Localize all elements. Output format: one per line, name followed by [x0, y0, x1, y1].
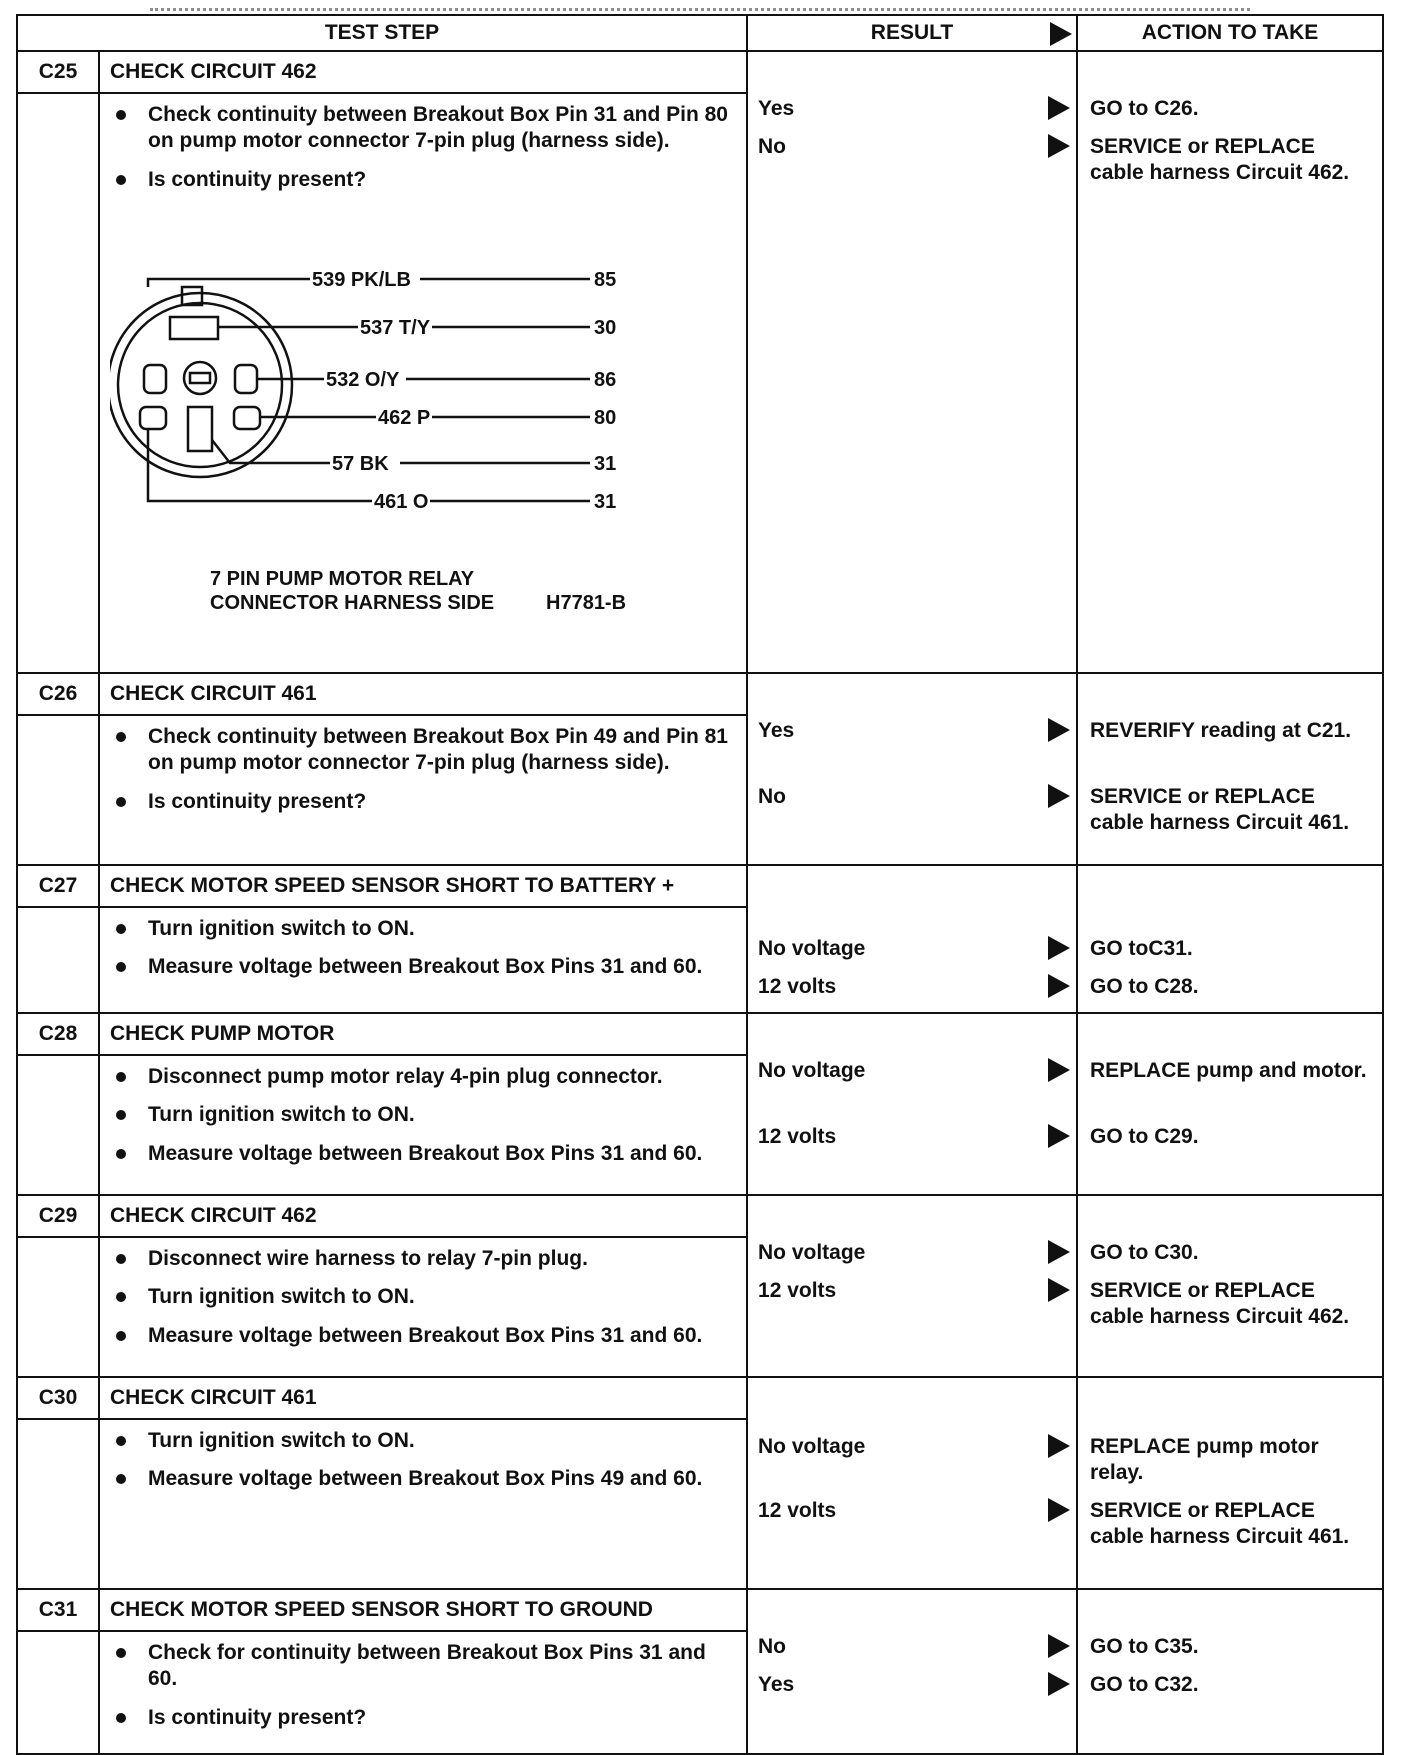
result-item	[758, 1634, 1070, 1660]
bullet-item: Is continuity present?	[148, 1705, 736, 1731]
wire-label: 461 O	[374, 490, 429, 513]
result-label: Yes	[758, 97, 795, 120]
step-code: C25	[17, 51, 99, 93]
arrow-right-icon	[1048, 974, 1070, 998]
action-text: GO to	[1090, 975, 1155, 998]
step-title: CHECK MOTOR SPEED SENSOR SHORT TO BATTERY +	[99, 865, 747, 907]
step-body	[99, 1419, 747, 1589]
action-cell	[1077, 1195, 1383, 1377]
action-text: SERVICE or REPLACE cable harness Circuit 462.	[1090, 1279, 1350, 1329]
action-text: GO to	[1090, 97, 1155, 120]
result-label: No	[758, 1635, 787, 1658]
step-bullets	[110, 1064, 736, 1167]
step-bullets	[110, 1428, 736, 1493]
step-title-row	[17, 673, 1383, 715]
action-goto-code: C30.	[1154, 1241, 1199, 1264]
result-cell	[747, 1377, 1077, 1589]
action-cell	[1077, 1013, 1383, 1195]
step-title-row	[17, 1013, 1383, 1055]
cropped-header-strip	[150, 0, 1250, 11]
bullet-item: Check continuity between Breakout Box Pin 49 and Pin 81 on pump motor connector 7-pin plug (harness side).	[148, 724, 736, 777]
result-item	[758, 718, 1070, 744]
pin-number: 31	[594, 490, 617, 513]
action-item	[1090, 936, 1374, 962]
action-text: GO to	[1090, 1241, 1155, 1264]
arrow-right-icon	[1048, 718, 1070, 742]
connector-outline	[110, 287, 292, 477]
step-title: CHECK MOTOR SPEED SENSOR SHORT TO GROUND	[99, 1589, 747, 1631]
arrow-right-icon	[1048, 936, 1070, 960]
result-label: Yes	[758, 1673, 795, 1696]
bullet-item: Is continuity present?	[148, 167, 736, 193]
action-text: GO to	[1090, 937, 1149, 960]
action-text: REPLACE pump motor relay.	[1090, 1435, 1319, 1485]
arrow-right-icon	[1048, 784, 1070, 808]
result-item	[758, 974, 1070, 1000]
result-item	[758, 1058, 1070, 1084]
pin-number: 85	[594, 268, 617, 291]
bullet-item: Disconnect pump motor relay 4-pin plug connector.	[148, 1064, 736, 1090]
arrow-right-icon	[1048, 96, 1070, 120]
result-item	[758, 1434, 1070, 1460]
step-body	[99, 1237, 747, 1377]
result-cell	[747, 865, 1077, 1013]
action-goto-code: C31.	[1148, 937, 1193, 960]
step-body	[99, 1055, 747, 1195]
pin-number: 86	[594, 368, 617, 391]
bullet-item: Measure voltage between Breakout Box Pins 49 and 60.	[148, 1466, 736, 1492]
action-item	[1090, 134, 1374, 187]
action-cell	[1077, 51, 1383, 673]
bullet-item: Check continuity between Breakout Box Pin 31 and Pin 80 on pump motor connector 7-pin plug (harness side).	[148, 102, 736, 155]
action-text: REVERIFY reading at	[1090, 719, 1307, 742]
step-title: CHECK PUMP MOTOR	[99, 1013, 747, 1055]
result-item	[758, 96, 1070, 122]
action-item	[1090, 784, 1374, 837]
action-text: GO to	[1090, 1125, 1155, 1148]
code-spacer	[17, 1055, 99, 1195]
arrow-right-icon	[1048, 134, 1070, 158]
action-cell	[1077, 673, 1383, 865]
result-label: Yes	[758, 719, 795, 742]
figure-code: H7781-B	[546, 591, 627, 614]
table-header-row	[17, 15, 1383, 51]
bullet-item: Turn ignition switch to ON.	[148, 1102, 736, 1128]
action-item	[1090, 1434, 1374, 1487]
step-title: CHECK CIRCUIT 461	[99, 673, 747, 715]
step-title-row	[17, 1377, 1383, 1419]
step-bullets	[110, 102, 736, 193]
step-code: C30	[17, 1377, 99, 1419]
step-body	[99, 93, 747, 673]
action-item	[1090, 1634, 1374, 1660]
result-label: No voltage	[758, 1435, 866, 1458]
result-item	[758, 1672, 1070, 1698]
action-item	[1090, 1058, 1374, 1084]
bullet-item: Is continuity present?	[148, 789, 736, 815]
result-cell	[747, 51, 1077, 673]
arrow-right-icon	[1050, 22, 1072, 46]
step-body	[99, 907, 747, 1013]
code-spacer	[17, 1419, 99, 1589]
result-label: No voltage	[758, 1241, 866, 1264]
action-goto-code: C21.	[1306, 719, 1352, 742]
code-spacer	[17, 1237, 99, 1377]
result-label: 12 volts	[758, 975, 837, 998]
bullet-item: Turn ignition switch to ON.	[148, 916, 736, 942]
result-item	[758, 1124, 1070, 1150]
bullet-item: Check for continuity between Breakout Box Pins 31 and 60.	[148, 1640, 736, 1693]
pin-number: 30	[594, 316, 617, 339]
bullet-item: Measure voltage between Breakout Box Pins 31 and 60.	[148, 1141, 736, 1167]
action-header: ACTION TO TAKE	[1077, 15, 1383, 51]
step-title-row	[17, 51, 1383, 93]
result-item	[758, 1240, 1070, 1266]
step-body	[99, 715, 747, 865]
step-bullets	[110, 916, 736, 981]
caption-line: CONNECTOR HARNESS SIDE	[210, 591, 495, 614]
action-item	[1090, 1124, 1374, 1150]
caption-line: 7 PIN PUMP MOTOR RELAY	[210, 567, 475, 590]
action-item	[1090, 1278, 1374, 1331]
action-goto-code: C32.	[1154, 1673, 1199, 1696]
step-title: CHECK CIRCUIT 461	[99, 1377, 747, 1419]
step-code: C29	[17, 1195, 99, 1237]
action-text: REPLACE pump and motor.	[1090, 1059, 1367, 1082]
wire-label: 532 O/Y	[326, 368, 400, 391]
action-text: SERVICE or REPLACE cable harness Circuit 461.	[1090, 785, 1350, 835]
connector-diagram	[110, 245, 710, 625]
wire-label: 57 BK	[332, 452, 389, 475]
action-item	[1090, 718, 1374, 744]
action-item	[1090, 1498, 1374, 1551]
arrow-right-icon	[1048, 1498, 1070, 1522]
step-title: CHECK CIRCUIT 462	[99, 1195, 747, 1237]
action-goto-code: C35.	[1154, 1635, 1199, 1658]
arrow-right-icon	[1048, 1124, 1070, 1148]
action-item	[1090, 1240, 1374, 1266]
action-goto-code: C28.	[1154, 975, 1199, 998]
result-item	[758, 784, 1070, 810]
step-bullets	[110, 1246, 736, 1349]
step-title-row	[17, 1589, 1383, 1631]
test-step-header: TEST STEP	[17, 15, 747, 51]
test-step-table	[16, 14, 1384, 1755]
step-bullets	[110, 724, 736, 815]
result-label: 12 volts	[758, 1125, 837, 1148]
action-text: SERVICE or REPLACE cable harness Circuit 461.	[1090, 1499, 1350, 1549]
step-code: C31	[17, 1589, 99, 1631]
step-title-row	[17, 865, 1383, 907]
arrow-right-icon	[1048, 1058, 1070, 1082]
action-item	[1090, 1672, 1374, 1698]
arrow-right-icon	[1048, 1434, 1070, 1458]
result-cell	[747, 1589, 1077, 1754]
result-label: No voltage	[758, 1059, 866, 1082]
result-cell	[747, 1195, 1077, 1377]
result-header-label: RESULT	[870, 20, 954, 44]
diagram-caption	[210, 568, 626, 614]
arrow-right-icon	[1048, 1634, 1070, 1658]
bullet-item: Measure voltage between Breakout Box Pins 31 and 60.	[148, 1323, 736, 1349]
step-body	[99, 1631, 747, 1754]
code-spacer	[17, 715, 99, 865]
action-cell	[1077, 1377, 1383, 1589]
arrow-right-icon	[1048, 1672, 1070, 1696]
action-goto-code: C29.	[1154, 1125, 1199, 1148]
action-cell	[1077, 865, 1383, 1013]
pin-number: 31	[594, 452, 617, 475]
action-text: GO to	[1090, 1635, 1155, 1658]
result-item	[758, 936, 1070, 962]
action-item	[1090, 96, 1374, 122]
step-title: CHECK CIRCUIT 462	[99, 51, 747, 93]
result-label: No	[758, 785, 787, 808]
arrow-right-icon	[1048, 1278, 1070, 1302]
action-goto-code: C26.	[1154, 97, 1199, 120]
action-cell	[1077, 1589, 1383, 1754]
result-cell	[747, 1013, 1077, 1195]
result-cell	[747, 673, 1077, 865]
bullet-item: Measure voltage between Breakout Box Pins 31 and 60.	[148, 954, 736, 980]
action-text: SERVICE or REPLACE cable harness Circuit 462.	[1090, 135, 1350, 185]
bullet-item: Turn ignition switch to ON.	[148, 1284, 736, 1310]
step-code: C26	[17, 673, 99, 715]
step-title-row	[17, 1195, 1383, 1237]
bullet-item: Disconnect wire harness to relay 7-pin plug.	[148, 1246, 736, 1272]
action-item	[1090, 974, 1374, 1000]
step-code: C27	[17, 865, 99, 907]
code-spacer	[17, 1631, 99, 1754]
wire-label: 462 P	[378, 406, 431, 429]
pin-number: 80	[594, 406, 617, 429]
result-item	[758, 1498, 1070, 1524]
wire-label: 537 T/Y	[360, 316, 431, 339]
result-label: 12 volts	[758, 1499, 837, 1522]
result-label: 12 volts	[758, 1279, 837, 1302]
step-bullets	[110, 1640, 736, 1731]
result-label: No voltage	[758, 937, 866, 960]
result-header	[747, 15, 1077, 51]
arrow-right-icon	[1048, 1240, 1070, 1264]
code-spacer	[17, 93, 99, 673]
action-text: GO to	[1090, 1673, 1155, 1696]
code-spacer	[17, 907, 99, 1013]
wire-label: 539 PK/LB	[312, 268, 411, 291]
result-item	[758, 134, 1070, 160]
wire-labels	[312, 269, 616, 513]
step-code: C28	[17, 1013, 99, 1055]
bullet-item: Turn ignition switch to ON.	[148, 1428, 736, 1454]
result-label: No	[758, 135, 787, 158]
result-item	[758, 1278, 1070, 1304]
